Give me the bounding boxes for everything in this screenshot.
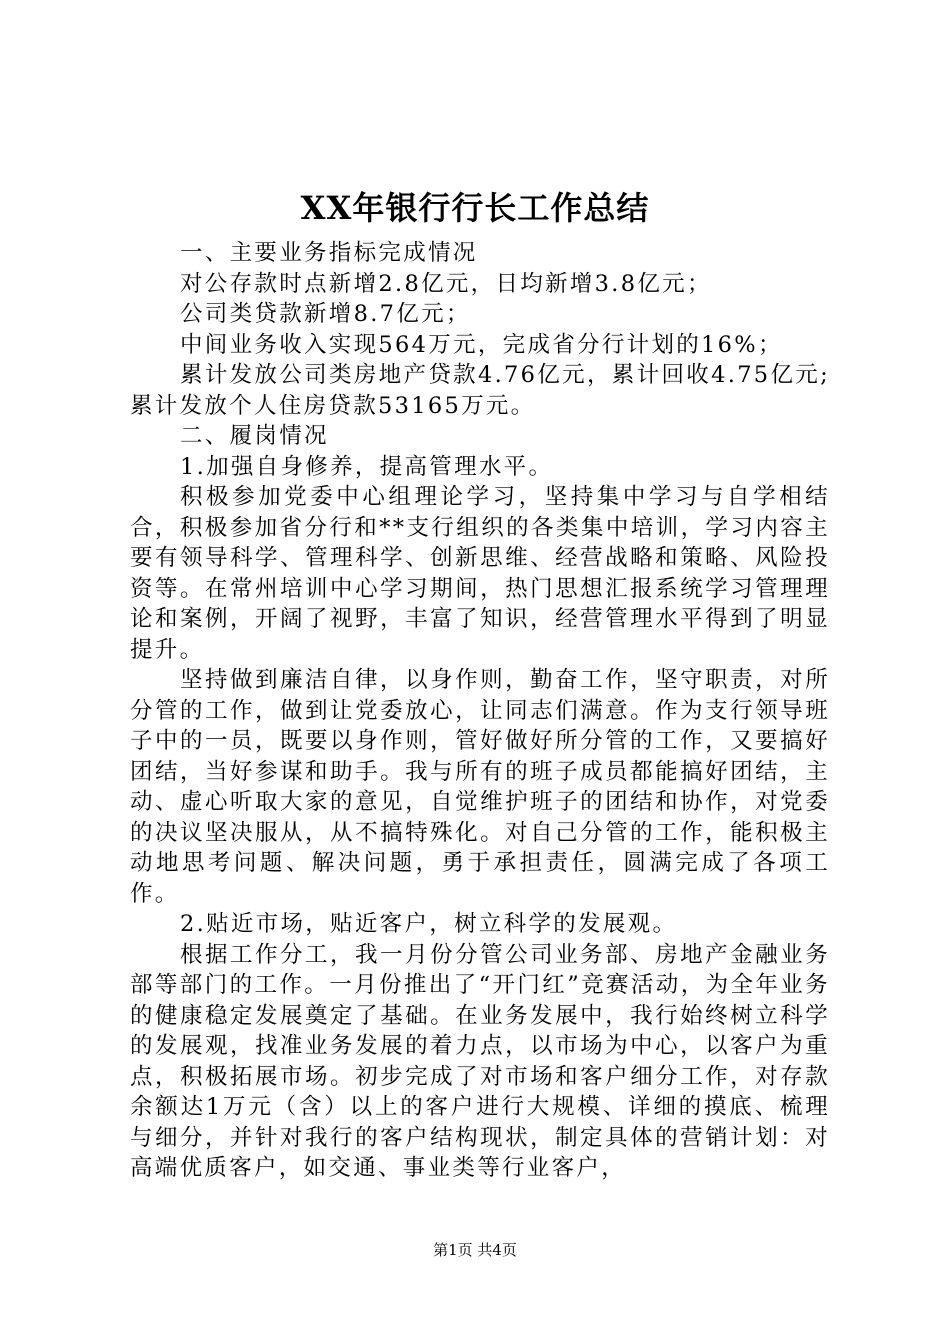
document-title: XX年银行行长工作总结: [300, 189, 650, 227]
section-heading-1: 一、主要业务指标完成情况: [180, 240, 478, 266]
subheading-1: 1.加强自身修养，提高管理水平。: [180, 453, 554, 480]
indicator-intermediate-income: 中间业务收入实现564万元，完成省分行计划的16%；: [180, 331, 783, 358]
body-paragraph: 积极参加党委中心组理论学习，坚持集中学习与自学相结合，积极参加省分行和**支行组织的各类集中培训，学习内容主要有领导科学、管理科学、创新思维、经营战略和策略、风险投资等。在常州培训中心学习期间，热门思想汇报系统学习管理理论和案例，开阔了视野，丰富了知识，经营管理水平得到了明显提升。: [130, 484, 830, 663]
indicator-real-estate-loan: 累计发放公司类房地产贷款4.76亿元，累计回收4.75亿元;累计发放个人住房贷款53165万元。: [130, 362, 830, 419]
indicator-loan: 公司类贷款新增8.7亿元；: [180, 301, 471, 327]
indicator-deposit: 对公存款时点新增2.8亿元，日均新增3.8亿元；: [180, 270, 712, 297]
subheading-2: 2.贴近市场，贴近客户，树立科学的发展观。: [180, 911, 678, 937]
page-footer: 第1页 共4页: [433, 1241, 517, 1259]
body-paragraph: 坚持做到廉洁自律，以身作则，勤奋工作，坚守职责，对所分管的工作，做到让党委放心，让同志们满意。作为支行领导班子中的一员，既要以身作则，管好做好所分管的工作，又要搞好团结，当好参谋和助手。我与所有的班子成员都能搞好团结，主动、虚心听取大家的意见，自觉维护班子的团结和协作，对党委的决议坚决服从，从不搞特殊化。对自己分管的工作，能积极主动地思考问题、解决问题，勇于承担责任，圆满完成了各项工作。: [130, 667, 830, 907]
body-paragraph: 根据工作分工，我一月份分管公司业务部、房地产金融业务部等部门的工作。一月份推出了“开门红”竞赛活动，为全年业务的健康稳定发展奠定了基础。在业务发展中，我行始终树立科学的发展观，找准业务发展的着力点，以市场为中心，以客户为重点，积极拓展市场。初步完成了对市场和客户细分工作，对存款余额达1万元（含）以上的客户进行大规模、详细的摸底、梳理与细分，并针对我行的客户结构现状，制定具体的营销计划：对高端优质客户，如交通、事业类等行业客户，: [130, 941, 830, 1181]
section-heading-2: 二、履岗情况: [180, 423, 329, 449]
document-body: [130, 238, 830, 1184]
